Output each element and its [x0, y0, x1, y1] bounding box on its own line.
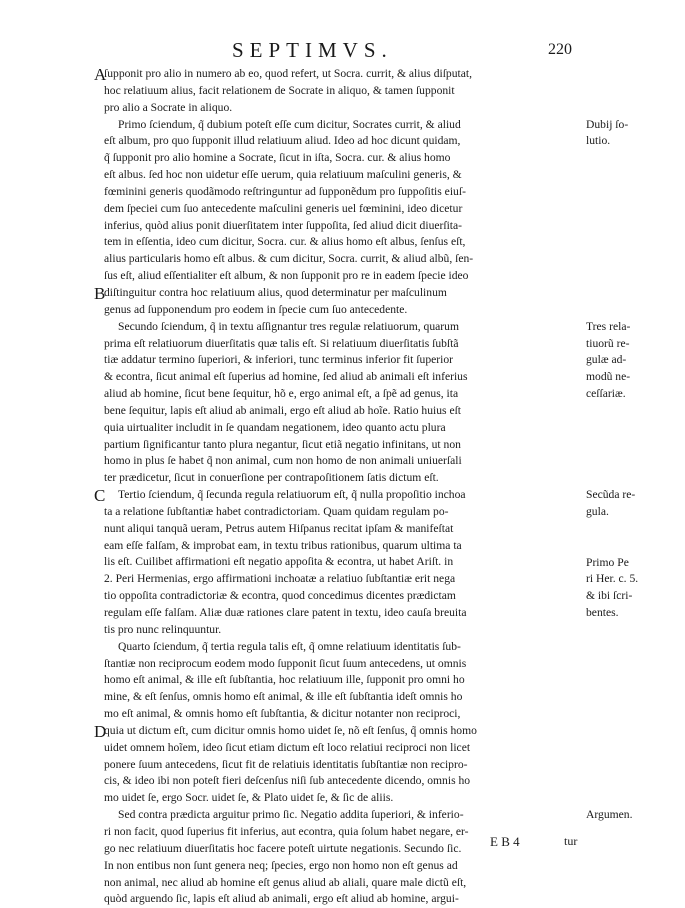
marginal-note-line: Secũda re-	[586, 488, 636, 502]
marginal-note-line: Tres rela-	[586, 319, 631, 333]
text-line: uidet omnem hoĩem, ideo ſicut etiam dictum eſt loco relatiui reciproci non licet	[104, 740, 471, 754]
text-line: ponere ſuum antecedens, ſicut fit de relatiuis identitatis ſubſtantiæ non recipro-	[104, 757, 468, 771]
marginal-note	[586, 117, 678, 151]
running-head: SEPTIMVS.	[232, 38, 393, 62]
text-line: homo eſt animal, & ille eſt ſubſtantia, hoc relatiuum ille, ſupponit pro omni ho	[104, 673, 465, 687]
marginal-note-line: ri Her. c. 5.	[586, 572, 639, 586]
text-line: cis, & ideo ibi non poteſt fieri deſcenſus niſi ſub antecedente dicendo, omnis ho	[104, 774, 471, 788]
text-line: lis eſt. Cuilibet affirmationi eſt negatio appoſita & econtra, ut habet Ariſt. in	[104, 555, 454, 569]
text-line: tio oppoſita contradictoriæ & econtra, quod concedimus dicentes prædictam	[104, 589, 456, 603]
text-line: tem in eſſentia, ideo cum dicitur, Socra. cur. & alius homo eſt albus, ſenſus eſt,	[104, 235, 466, 249]
marginal-note-line: Primo Pe	[586, 555, 629, 569]
text-line: tis pro nunc relinquuntur.	[104, 622, 222, 636]
page-header	[0, 38, 685, 64]
text-line: q̃ ſupponit pro alio homine a Socrate, ſicut in iſta, Socra. cur. & alius homo	[104, 151, 451, 165]
signature-mark: E B 4	[490, 834, 520, 849]
text-line: Primo ſciendum, q̃ dubium poteſt eſſe cum dicitur, Socrates currit, & aliud	[118, 117, 461, 131]
text-line: tiæ addatur termino ſuperiori, & inferiori, tunc terminus inferior fit ſuperior	[104, 353, 454, 367]
text-line: ter prædicetur, ſicut in conuerſione per contrapoſitionem ſatis dictum eſt.	[104, 471, 439, 485]
text-line: In non entibus non ſunt genera neq; ſpecies, ergo non homo non eſt genus ad	[104, 858, 458, 872]
marginal-note-line: modũ ne-	[586, 370, 631, 384]
marginal-note-line: lutio.	[586, 134, 611, 148]
text-line: eſt albus. ſed hoc non uidetur eſſe uerum, quia relatiuum maſculini generis, &	[104, 168, 462, 182]
catchword: tur	[564, 834, 578, 848]
text-line: fœminini generis quodãmodo reſtringuntur ad ſupponẽdum pro ſuppoſitis eiuſ-	[104, 184, 466, 198]
text-line: genus ad ſupponendum pro eodem in ſpecie cum ſuo antecedente.	[104, 302, 408, 316]
text-line: & econtra, ſicut animal eſt ſuperius ad homine, ſed aliud ab animali eſt inferius	[104, 370, 468, 384]
text-line: mo uidet ſe, ergo Socr. uidet ſe, & Plato uidet ſe, & ſic de aliis.	[104, 791, 394, 805]
page-number: 220	[548, 41, 572, 58]
text-line: Quarto ſciendum, q̃ tertia regula talis eſt, q̃ omne relatiuum identitatis ſub-	[118, 639, 461, 653]
text-line: partium ſignificantur tanto plura negantur, ſicut etiã negatio infinitans, ut non	[104, 437, 461, 451]
text-line: ri non facit, quod ſuperius fit inferius, aut econtra, quia ſolum habet negare, er-	[104, 824, 469, 838]
marginal-note	[586, 487, 678, 521]
marginal-note-line: bentes.	[586, 606, 619, 620]
text-line: mo eſt animal, & omnis homo eſt ſubſtantia, & dicitur notanter non reciproci,	[104, 707, 461, 721]
section-marker: B	[94, 284, 106, 304]
marginal-note-line: Dubij ſo-	[586, 117, 629, 131]
text-line: bene ſequitur, lapis eſt aliud ab animali, ergo eſt aliud ab hoĩe. Ratio huius eſt	[104, 403, 462, 417]
section-marker: A	[94, 65, 107, 84]
text-line: eſt album, pro quo ſupponit illud relatiuum aliud. Ideo ad hoc dicunt quidam,	[104, 134, 461, 148]
text-line: diſtinguitur contra hoc relatiuum alius, quod determinatur per maſculinum	[104, 285, 447, 299]
text-line: Tertio ſciendum, q̃ ſecunda regula relatiuorum eſt, q̃ nulla propoſitio inchoa	[118, 488, 466, 502]
text-line: ſupponit pro alio in numero ab eo, quod refert, ut Socra. currit, & alius diſputat,	[104, 67, 473, 80]
marginal-note	[586, 319, 678, 403]
marginal-note-line: tiuorũ re-	[586, 336, 630, 350]
marginal-note-line: Argumen.	[586, 808, 633, 822]
text-line: go nec relatiuum diuerſitatis hoc facere poteſt uirtute negationis. Secundo ſic.	[104, 841, 462, 855]
text-line: quia uirtualiter includit in ſe quandam negationem, ideo quanto actu plura	[104, 420, 446, 434]
text-line: nunt aliqui tanquã ueram, Petrus autem Hiſpanus recitat ipſam & manifeſtat	[104, 521, 454, 535]
text-line: mine, & eſt ſenſus, omnis homo eſt animal, & ille eſt ſubſtantia ideſt omnis ho	[104, 690, 463, 704]
text-line: homo in plus ſe habet q̃ non animal, cum non homo de non animali uniuerſali	[104, 454, 462, 468]
text-line: quia ut dictum eſt, cum dicitur omnis homo uidet ſe, nõ eſt ſenſus, q̃ omnis homo	[104, 723, 477, 737]
text-line: Sed contra prædicta arguitur primo ſic. Negatio addita ſuperiori, & inferio-	[118, 808, 464, 822]
text-line: inferius, quòd alius ponit diuerſitatem inter ſuppoſita, ſed aliud dicit diuerſita-	[104, 218, 463, 232]
marginal-note	[586, 807, 678, 824]
text-line: prima eſt relatiuorum diuerſitatis quæ talis eſt. Si relatiuum diuerſitatis ſubſtã	[104, 336, 459, 350]
text-line: aliud ab homine, ſicut bene ſequitur, hõ e, ergo animal eſt, a ſpẽ ad genus, ita	[104, 387, 459, 401]
text-line: regulam eſſe falſam. Aliæ duæ rationes clare patent in textu, ideo cauſa breuita	[104, 606, 467, 619]
text-line: ſus eſt, aliud eſſentialiter eſt album, & non ſupponit pro re in eadem ſpecie ideo	[104, 269, 469, 283]
marginal-note-line: gula.	[586, 505, 609, 519]
text-line: ta a relatione ſubſtantiæ habet contradictoriam. Quam quidam regulam po-	[104, 504, 449, 518]
text-line: ſtantiæ non reciprocum eodem modo ſupponit ſicut ſuum antecedens, ut omnis	[104, 656, 467, 670]
text-line: dem ſpeciei cum ſuo antecedente maſculini generis uel fœminini, ideo dicetur	[104, 201, 463, 215]
section-marker: C	[94, 486, 106, 506]
marginal-note	[586, 555, 678, 622]
text-line: Secundo ſciendum, q̃ in textu aſſignantur tres regulæ relatiuorum, quarum	[118, 319, 459, 333]
section-marker: D	[94, 722, 107, 742]
marginal-note-line: ceſſariæ.	[586, 387, 626, 401]
text-line: hoc relatiuum alius, facit relationem de Socrate in aliquo, & tamen ſupponit	[104, 83, 455, 97]
marginal-note-line: gulæ ad-	[586, 353, 627, 367]
text-line: non animal, nec aliud ab homine eſt genus aliud ab aliali, quare male dictũ eſt,	[104, 875, 467, 889]
text-line: pro alio a Socrate in aliquo.	[104, 100, 233, 114]
text-line: 2. Peri Hermenias, ergo affirmationi inchoatæ a relatiuo ſubſtantiæ erit nega	[104, 572, 456, 586]
marginal-note-line: & ibi ſcri-	[586, 589, 633, 603]
text-line: quòd arguendo ſic, lapis eſt aliud ab animali, ergo eſt aliud ab homine, argui-	[104, 892, 459, 906]
main-text-column	[104, 66, 582, 908]
text-line: eam eſſe falſam, & improbat eam, in textu tribus rationibus, quarum ultima ta	[104, 538, 462, 552]
text-line: alius particularis homo eſt albus. & cum dicitur, Socra. currit, & aliud albũ, ſen-	[104, 252, 474, 266]
